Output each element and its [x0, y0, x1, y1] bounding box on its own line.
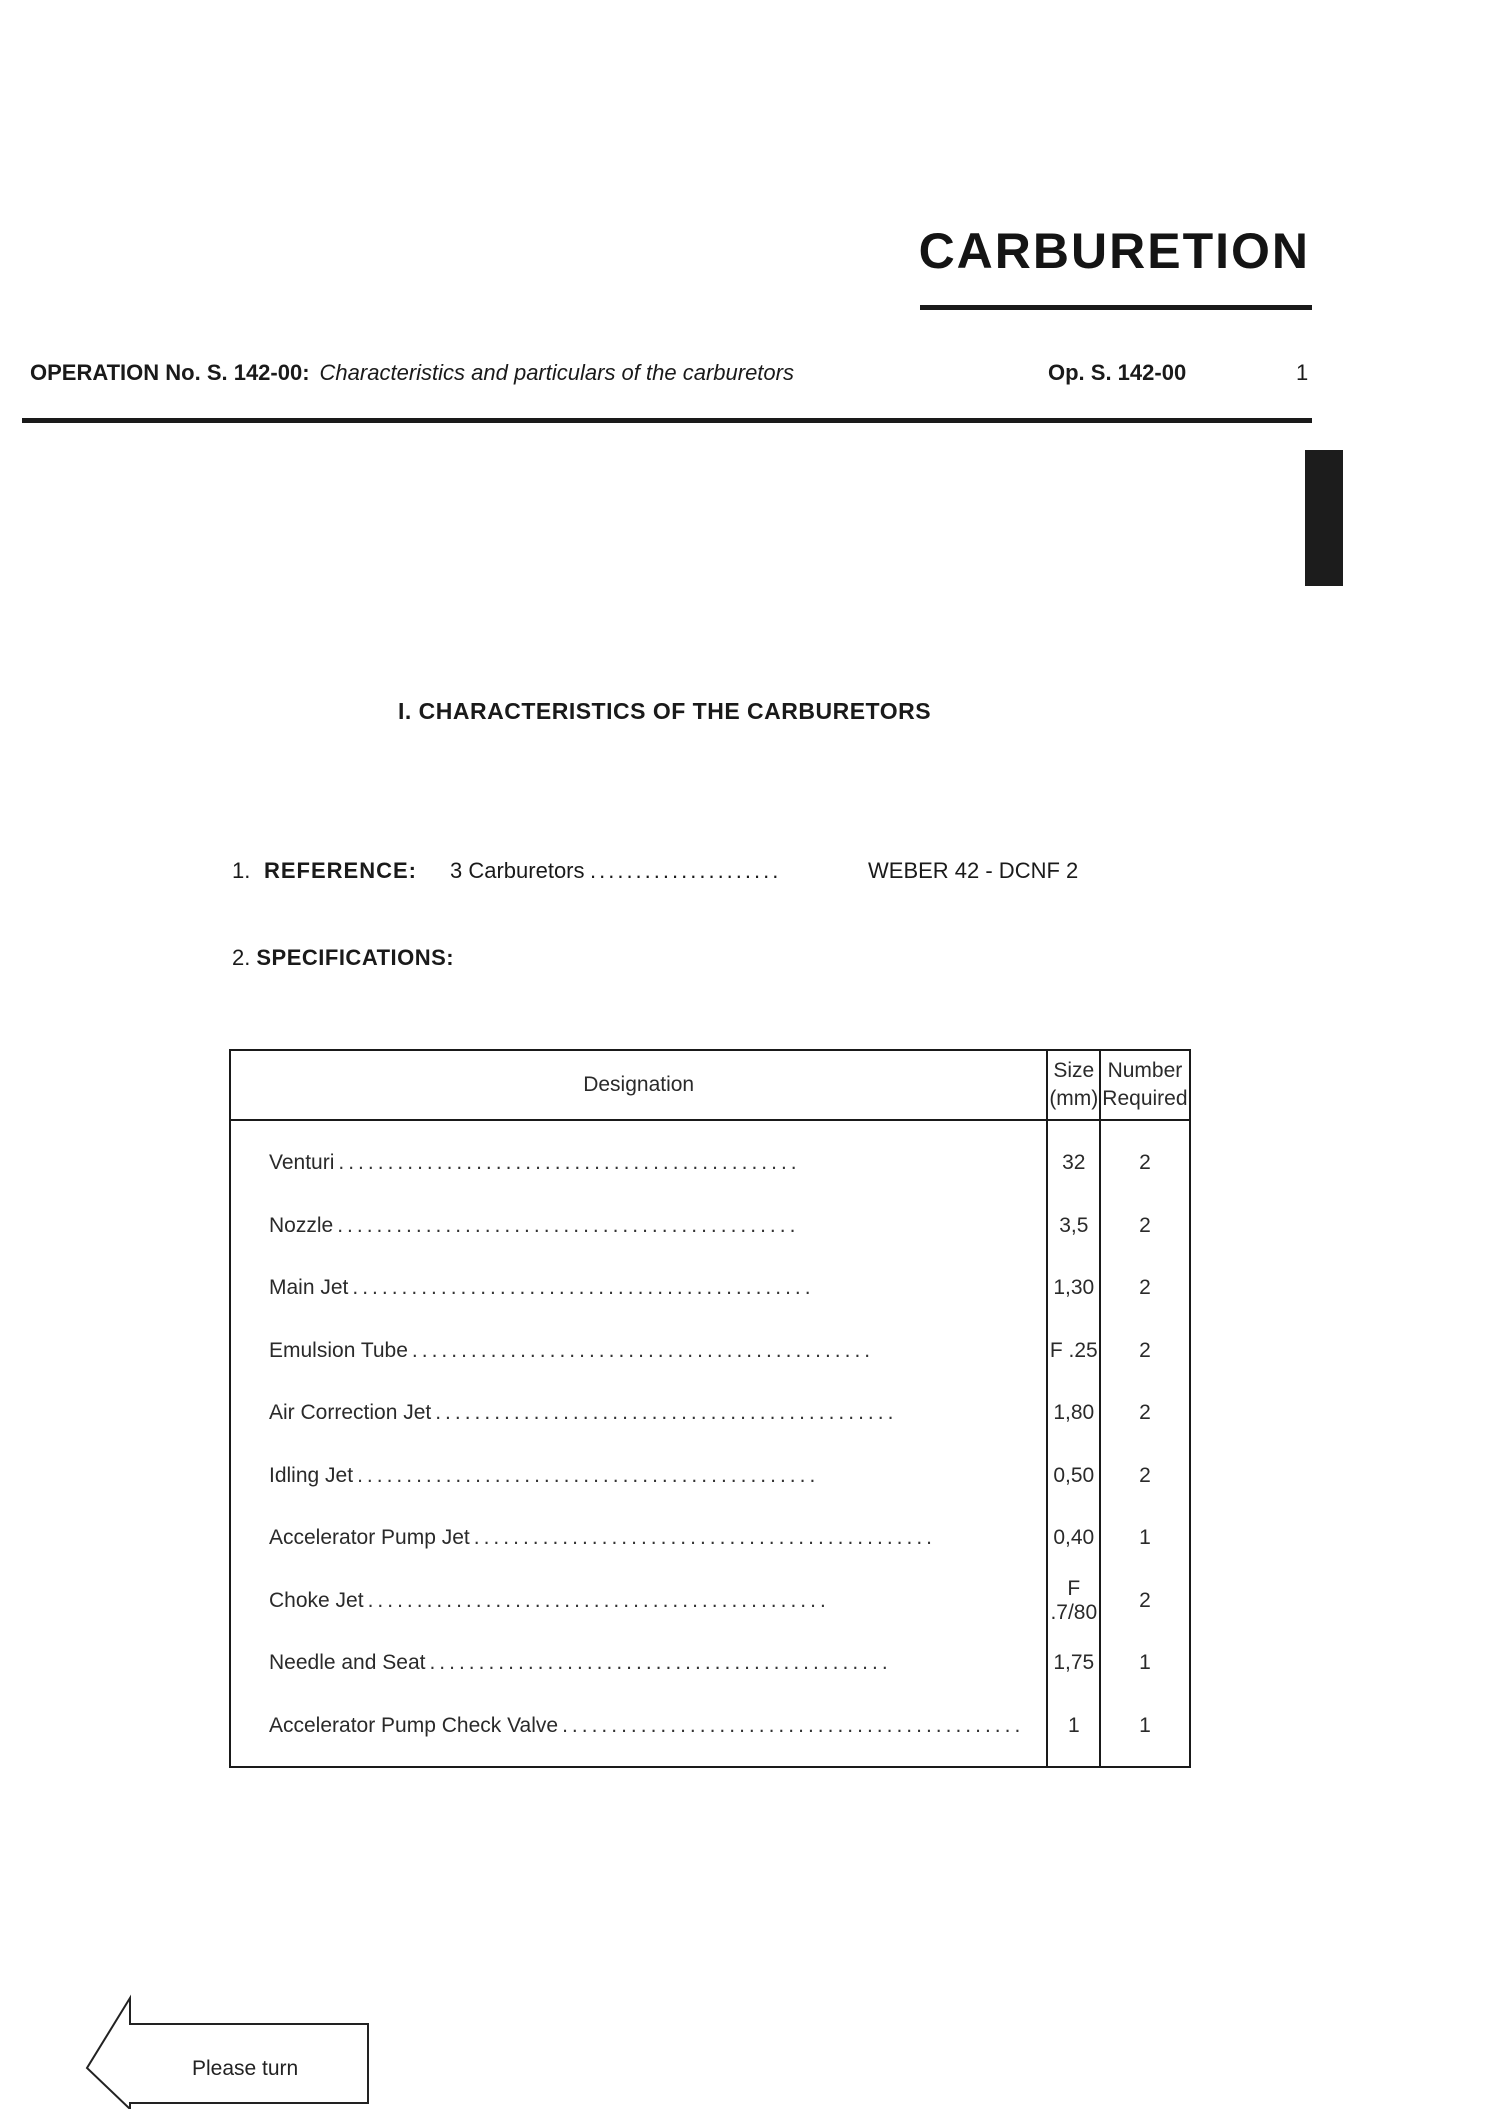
table-header-row [230, 1050, 1190, 1120]
dot-leader: ............................................... [411, 1338, 875, 1362]
header-size-unit: (mm) [1049, 1087, 1099, 1110]
specifications-label: SPECIFICATIONS: [256, 945, 455, 970]
designation-text: Idling Jet [269, 1463, 354, 1487]
number-required-cell: 2 [1100, 1257, 1189, 1320]
size-cell: F .25 [1047, 1320, 1100, 1383]
reference-number: 1. [232, 858, 251, 883]
designation-cell [230, 1507, 1047, 1570]
page-number: 1 [1296, 360, 1309, 385]
please-turn-indicator [85, 1993, 370, 2109]
designation-text: Main Jet [269, 1276, 349, 1300]
designation-cell [230, 1695, 1047, 1768]
table-body [230, 1120, 1190, 1767]
number-required-cell: 2 [1100, 1382, 1189, 1445]
number-required-cell: 2 [1100, 1320, 1189, 1383]
header-number-label: Number [1107, 1059, 1183, 1082]
header-rule [22, 418, 1312, 423]
section-heading: I. CHARACTERISTICS OF THE CARBURETORS [398, 698, 932, 724]
operation-reference: Op. S. 142-00 [1048, 360, 1187, 385]
dot-leader: ............................................... [435, 1401, 898, 1425]
number-required-cell: 2 [1100, 1570, 1189, 1633]
header-size-label: Size [1053, 1059, 1095, 1082]
table-row [230, 1257, 1190, 1320]
size-cell: F .7/80 [1047, 1570, 1100, 1633]
number-required-cell: 1 [1100, 1632, 1189, 1695]
header-number-required [1100, 1050, 1189, 1120]
table-row [230, 1195, 1190, 1258]
designation-text: Accelerator Pump Jet [269, 1526, 470, 1550]
header-designation: Designation [230, 1050, 1047, 1120]
designation-cell [230, 1382, 1047, 1445]
size-cell: 1,80 [1047, 1382, 1100, 1445]
number-required-cell: 2 [1100, 1195, 1189, 1258]
designation-text: Accelerator Pump Check Valve [269, 1713, 559, 1737]
section-tab-marker [1305, 450, 1343, 586]
designation-cell [230, 1632, 1047, 1695]
designation-text: Emulsion Tube [269, 1338, 408, 1362]
title-rule [920, 305, 1312, 310]
designation-cell [230, 1445, 1047, 1508]
designation-cell [230, 1195, 1047, 1258]
table-row [230, 1632, 1190, 1695]
number-required-cell: 1 [1100, 1695, 1189, 1768]
dot-leader: ............................................... [357, 1463, 820, 1487]
header-size [1047, 1050, 1100, 1120]
dot-leader: ............................................... [429, 1651, 892, 1675]
designation-cell [230, 1320, 1047, 1383]
designation-text: Needle and Seat [269, 1651, 426, 1675]
dot-leader: ............................................... [562, 1713, 1025, 1737]
reference-label: REFERENCE: [264, 858, 418, 883]
designation-text: Choke Jet [269, 1588, 364, 1612]
left-arrow-icon [85, 1993, 370, 2109]
size-cell: 3,5 [1047, 1195, 1100, 1258]
operation-header [30, 360, 1312, 396]
number-required-cell: 2 [1100, 1120, 1189, 1195]
size-cell: 0,50 [1047, 1445, 1100, 1508]
designation-text: Air Correction Jet [269, 1401, 432, 1425]
dot-leader: ............................................... [352, 1276, 815, 1300]
reference-line [232, 858, 1132, 890]
dot-leader: ............................................... [337, 1213, 800, 1237]
table-row [230, 1507, 1190, 1570]
table-row [230, 1570, 1190, 1633]
operation-number: OPERATION No. S. 142-00: [30, 360, 310, 385]
operation-description: Characteristics and particulars of the carburetors [319, 360, 794, 385]
size-cell: 32 [1047, 1120, 1100, 1195]
specifications-table [229, 1049, 1191, 1768]
size-cell: 1 [1047, 1695, 1100, 1768]
table-row [230, 1320, 1190, 1383]
carburetor-model: WEBER 42 - DCNF 2 [868, 858, 1079, 883]
reference-leader: ..................... [590, 858, 782, 883]
specifications-number: 2. [232, 945, 251, 970]
designation-cell [230, 1570, 1047, 1633]
header-required-label: Required [1102, 1087, 1188, 1110]
page-title: CARBURETION [918, 223, 1310, 279]
designation-cell [230, 1120, 1047, 1195]
table-row [230, 1695, 1190, 1768]
dot-leader: ............................................... [338, 1151, 801, 1175]
specifications-line [232, 945, 454, 971]
size-cell: 1,75 [1047, 1632, 1100, 1695]
dot-leader: ............................................... [473, 1526, 936, 1550]
dot-leader: ............................................... [367, 1588, 830, 1612]
reference-value: 3 Carburetors [450, 858, 585, 883]
designation-text: Venturi [269, 1151, 335, 1175]
designation-cell [230, 1257, 1047, 1320]
table-row [230, 1445, 1190, 1508]
table-row [230, 1120, 1190, 1195]
number-required-cell: 1 [1100, 1507, 1189, 1570]
please-turn-label: Please turn [192, 2057, 299, 2080]
designation-text: Nozzle [269, 1213, 334, 1237]
size-cell: 1,30 [1047, 1257, 1100, 1320]
table-row [230, 1382, 1190, 1445]
number-required-cell: 2 [1100, 1445, 1189, 1508]
size-cell: 0,40 [1047, 1507, 1100, 1570]
